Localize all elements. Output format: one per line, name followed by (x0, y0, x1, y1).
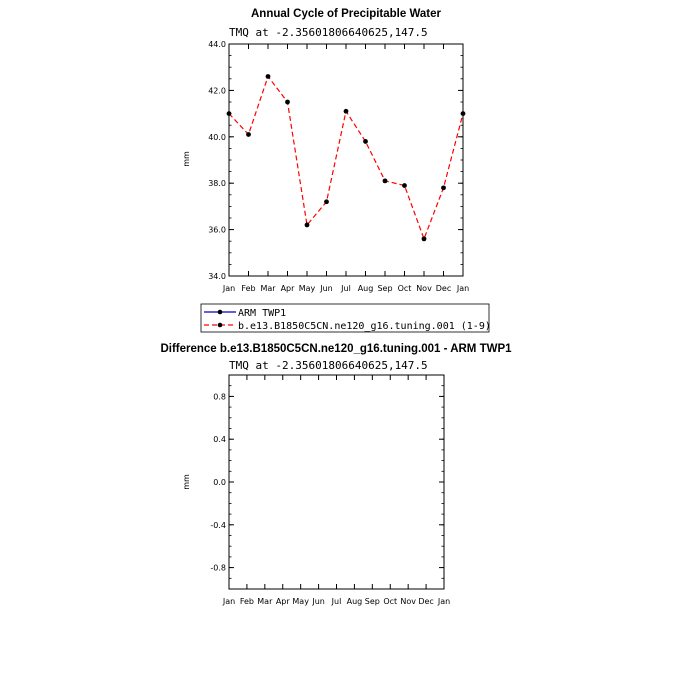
y-tick-label: 42.0 (208, 86, 226, 96)
data-point (461, 111, 466, 116)
top-axis-ticks (208, 40, 469, 293)
x-tick-label: Sep (377, 284, 393, 293)
chart-bottom (160, 343, 512, 606)
x-tick-label: Jan (437, 597, 451, 606)
y-tick-label: 36.0 (208, 225, 226, 235)
x-tick-label: Apr (275, 597, 290, 606)
x-tick-label: May (292, 597, 309, 606)
x-tick-label: Dec (435, 284, 452, 293)
legend (201, 304, 491, 332)
x-tick-label: Mar (257, 597, 273, 606)
x-tick-label: Jun (320, 284, 333, 293)
y-tick-label: 0.0 (213, 478, 226, 487)
bottom-chart-title: Difference b.e13.B1850C5CN.ne120_g16.tuning.001 - ARM TWP1 (160, 343, 512, 355)
x-tick-label: Jul (341, 284, 351, 293)
x-tick-label: Oct (383, 597, 398, 606)
y-tick-label: 44.0 (208, 40, 226, 49)
data-point (324, 199, 329, 204)
data-point (305, 223, 310, 228)
data-point (422, 236, 427, 241)
x-tick-label: Feb (239, 597, 255, 606)
bottom-plot-frame (229, 375, 444, 589)
y-tick-label: 40.0 (208, 132, 226, 142)
x-tick-label: Jan (222, 597, 236, 606)
x-tick-label: Nov (400, 597, 416, 606)
x-tick-label: Nov (416, 284, 432, 293)
y-tick-label: -0.4 (210, 520, 226, 530)
x-tick-label: Jul (331, 597, 342, 606)
x-tick-label: Feb (241, 284, 256, 293)
legend-entry-model (204, 321, 491, 332)
series-line (229, 76, 463, 238)
data-point (402, 183, 407, 188)
data-point (227, 111, 232, 116)
x-tick-label: Sep (364, 597, 380, 606)
legend-marker-arm (218, 310, 223, 315)
data-point (363, 139, 368, 144)
y-tick-label: 0.4 (213, 435, 226, 445)
x-tick-label: May (298, 284, 316, 293)
data-point (246, 132, 251, 137)
x-tick-label: Jun (312, 597, 325, 606)
x-tick-label: Apr (280, 284, 295, 293)
bottom-axis-ticks (210, 375, 450, 606)
x-tick-label: Aug (346, 597, 363, 606)
x-tick-label: Dec (418, 597, 434, 606)
chart-top (182, 8, 469, 293)
y-tick-label: 38.0 (208, 179, 226, 189)
y-tick-label: 0.8 (213, 392, 226, 402)
y-tick-label: 34.0 (208, 272, 226, 281)
top-chart-title: Annual Cycle of Precipitable Water (250, 8, 442, 20)
y-tick-label: -0.8 (210, 563, 226, 573)
bottom-chart-subtitle: TMQ at -2.35601806640625,147.5 (229, 359, 428, 372)
x-tick-label: Mar (260, 284, 276, 293)
data-point (285, 100, 290, 105)
data-point (383, 178, 388, 183)
legend-label-model: b.e13.B1850C5CN.ne120_g16.tuning.001 (1-9) (238, 321, 491, 332)
x-tick-label: Jan (456, 284, 470, 293)
data-point (441, 185, 446, 190)
legend-marker-model (218, 323, 223, 328)
legend-label-arm: ARM TWP1 (238, 308, 287, 319)
data-point (344, 109, 349, 114)
x-tick-label: Aug (357, 284, 374, 293)
data-point (266, 74, 271, 79)
top-series-group (227, 74, 466, 241)
top-plot-frame (229, 44, 463, 276)
x-tick-label: Jan (222, 284, 236, 293)
bottom-y-axis-label: mm (182, 474, 191, 490)
top-chart-subtitle: TMQ at -2.35601806640625,147.5 (229, 26, 428, 39)
top-y-axis-label: mm (182, 151, 191, 167)
x-tick-label: Oct (397, 284, 412, 293)
